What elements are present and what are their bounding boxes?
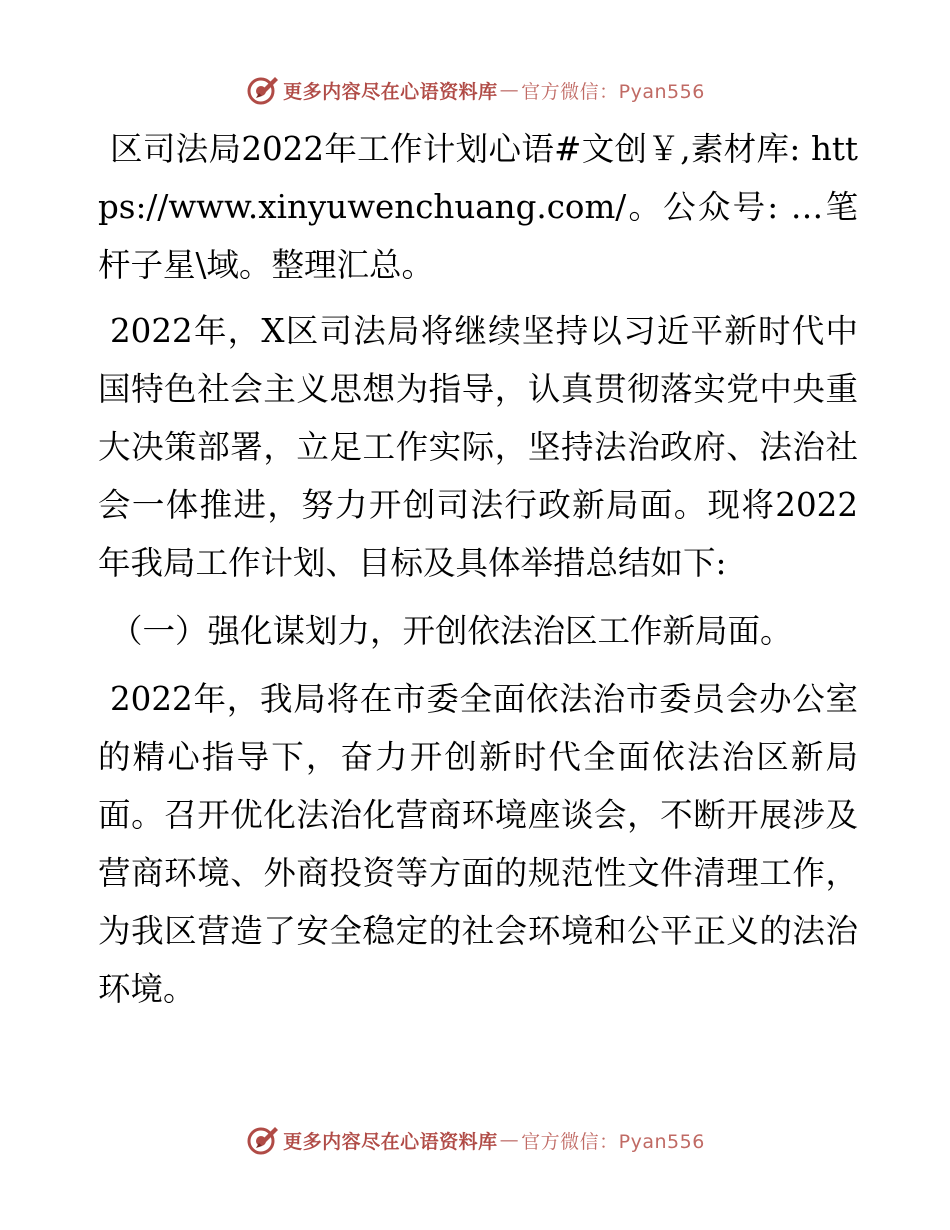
paragraph-section-one: 2022年，我局将在市委全面依法治市委员会办公室的精心指导下，奋力开创新时代全面依法治区新局面。召开优化法治化营商环境座谈会，不断开展涉及营商环境、外商投资等方面的规范性文件清理工作，为我区营造了安全稳定的社会环境和公平正义的法治环境。: [98, 680, 858, 1008]
watermark-separator: —: [499, 79, 520, 101]
watermark-text: 更多内容尽在心语资料库: [283, 80, 498, 103]
paragraph-intro: 2022年，X区司法局将继续坚持以习近平新时代中国特色社会主义思想为指导，认真贯彻落实党中央重大决策部署，立足工作实际，坚持法治政府、法治社会一体推进，努力开创司法行政新局面。现将2022年我局工作计划、目标及具体举措总结如下:: [98, 312, 858, 582]
watermark-separator: —: [499, 1129, 520, 1151]
pen-logo-icon: [245, 1123, 279, 1157]
watermark-header: [0, 68, 950, 112]
watermark-contact: 官方微信：Pyan556: [521, 80, 705, 103]
pen-logo-icon: [245, 73, 279, 107]
watermark-text: 更多内容尽在心语资料库: [283, 1130, 498, 1153]
watermark-contact: 官方微信：Pyan556: [521, 1130, 705, 1153]
document-body: [98, 120, 858, 1028]
watermark-footer: [0, 1118, 950, 1162]
document-title-line: 区司法局2022年工作计划心语#文创￥,素材库: https://www.xinyuwenchuang.com/。公众号: …笔杆子星\域。整理汇总。: [98, 130, 858, 284]
section-heading: （一）强化谋划力，开创依法治区工作新局面。: [110, 612, 793, 650]
